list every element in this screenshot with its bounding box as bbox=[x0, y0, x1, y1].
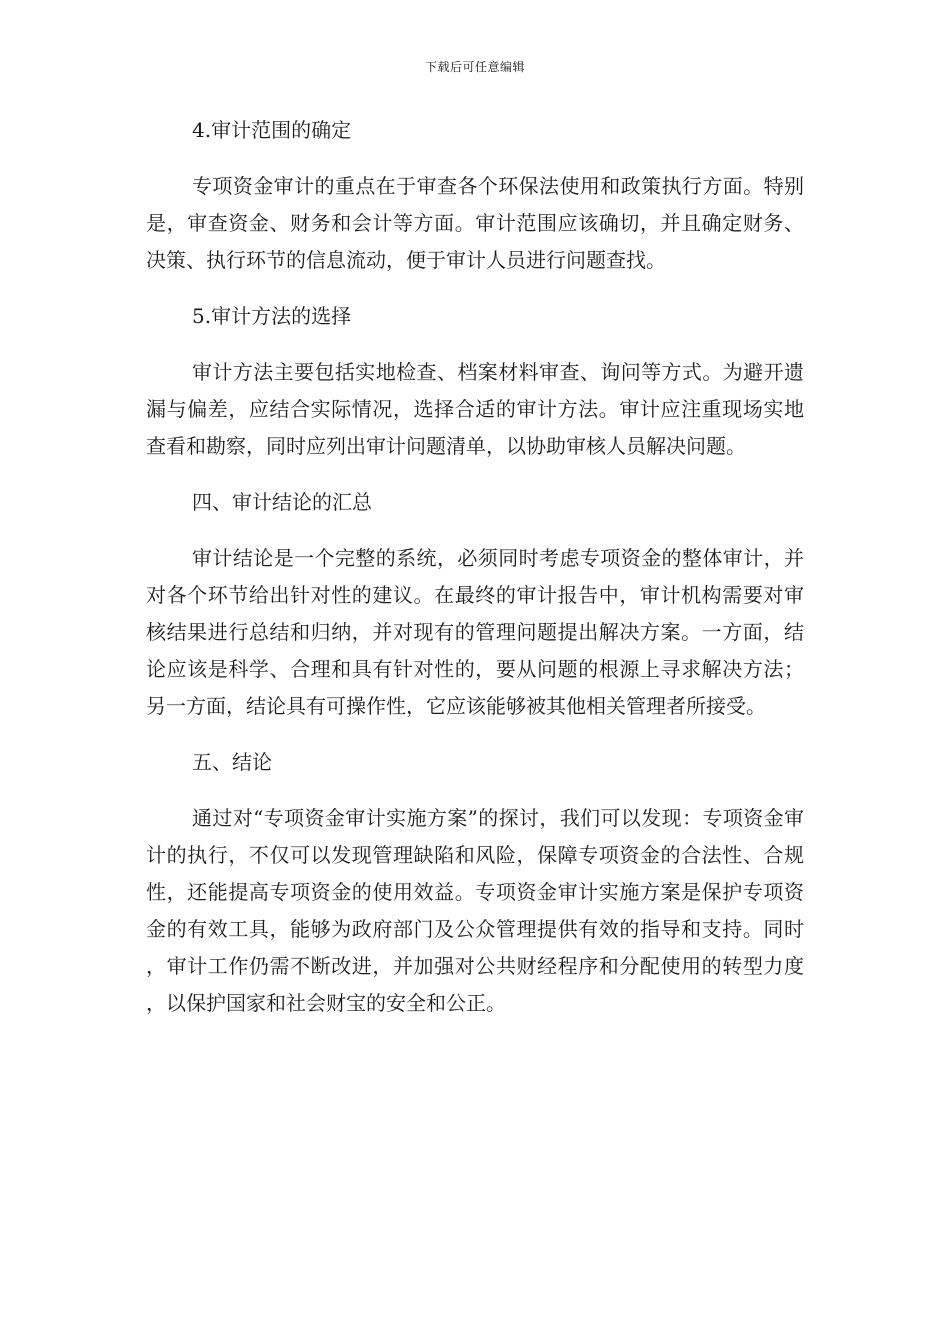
section-heading-conclusion: 五、结论 bbox=[192, 750, 272, 774]
section-paragraph-conclusion-summary: 审计结论是一个完整的系统，必须同时考虑专项资金的整体审计，并对各个环节给出针对性的建议。在最终的审计报告中，审计机构需要对审核结果进行总结和归纳，并对现有的管理问题提出解决方案。一方面，结论应该是科学、合理和具有针对性的，要从问题的根源上寻求解决方法；另一方面，结论具有可操作性，它应该能够被其他相关管理者所接受。 bbox=[146, 546, 804, 718]
section-heading-4: 4.审计范围的确定 bbox=[192, 118, 352, 142]
header-note: 下载后可任意编辑 bbox=[424, 60, 525, 74]
section-paragraph-4: 专项资金审计的重点在于审查各个环保法使用和政策执行方面。特别是，审查资金、财务和会计等方面。审计范围应该确切，并且确定财务、决策、执行环节的信息流动，便于审计人员进行问题查找。 bbox=[146, 174, 804, 272]
document-body bbox=[146, 112, 804, 1041]
section-heading-conclusion-summary: 四、审计结论的汇总 bbox=[192, 490, 372, 514]
section-paragraph-conclusion: 通过对“专项资金审计实施方案”的探讨，我们可以发现：专项资金审计的执行，不仅可以发现管理缺陷和风险，保障专项资金的合法性、合规性，还能提高专项资金的使用效益。专项资金审计实施方案是保护专项资金的有效工具，能够为政府部门及公众管理提供有效的指导和支持。同时，审计工作仍需不断改进，并加强对公共财经程序和分配使用的转型力度，以保护国家和社会财宝的安全和公正。 bbox=[146, 806, 804, 1015]
section-heading-5: 5.审计方法的选择 bbox=[192, 304, 352, 328]
section-paragraph-5: 审计方法主要包括实地检查、档案材料审查、询问等方式。为避开遗漏与偏差，应结合实际情况，选择合适的审计方法。审计应注重现场实地查看和勘察，同时应列出审计问题清单，以协助审核人员解决问题。 bbox=[146, 360, 804, 458]
